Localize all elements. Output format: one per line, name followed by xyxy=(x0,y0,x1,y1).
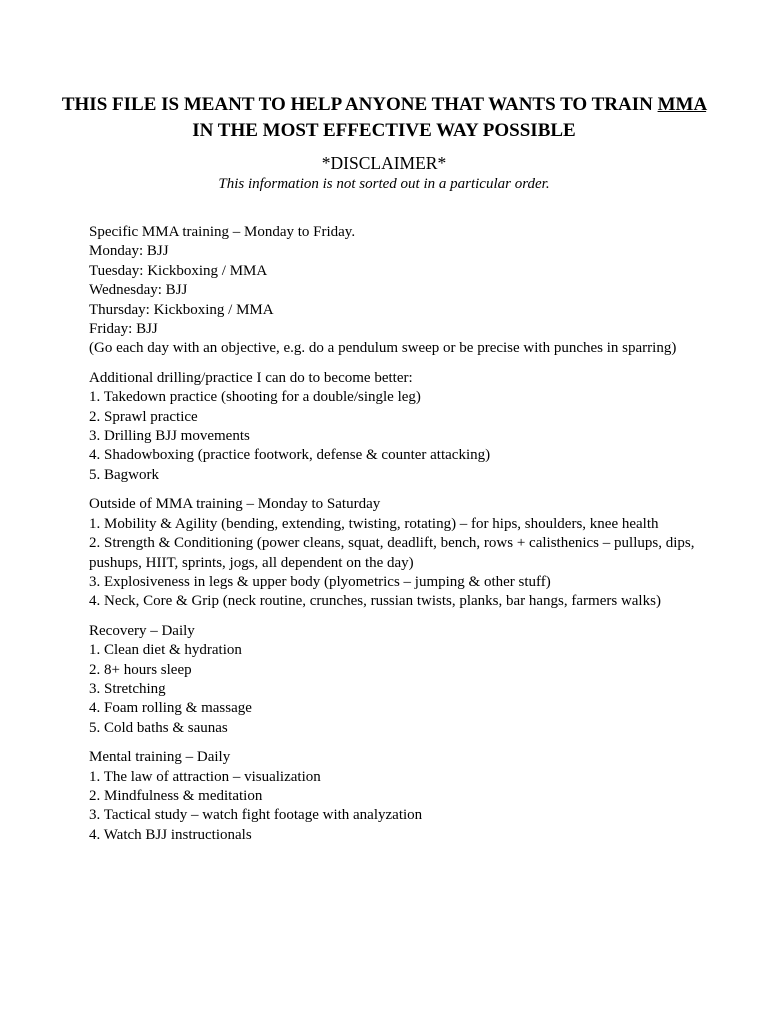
list-item: 2. Strength & Conditioning (power cleans, squat, deadlift, bench, rows + calisthenics – pullups, dips, pushups, HIIT, sprints, jogs, all dependent on the day) xyxy=(89,535,695,571)
list-item: 4. Foam rolling & massage xyxy=(89,700,252,717)
list-item: 1. Mobility & Agility (bending, extending, twisting, rotating) – for hips, shoulders, knee health xyxy=(89,515,659,532)
section-recovery xyxy=(89,622,699,738)
list-item: Tuesday: Kickboxing / MMA xyxy=(89,262,268,279)
list-item: 4. Watch BJJ instructionals xyxy=(89,826,252,843)
list-item: Thursday: Kickboxing / MMA xyxy=(89,301,274,318)
section-heading: Specific MMA training – Monday to Friday. xyxy=(89,224,356,240)
list-item: 4. Shadowboxing (practice footwork, defense & counter attacking) xyxy=(89,447,491,464)
list-item: 2. Mindfulness & meditation xyxy=(89,787,263,804)
section-mental-training xyxy=(89,748,699,845)
list-item: 3. Stretching xyxy=(89,680,166,697)
list-item: 3. Tactical study – watch fight footage with analyzation xyxy=(89,807,423,824)
list-item: 4. Neck, Core & Grip (neck routine, crunches, russian twists, planks, bar hangs, farmers walks) xyxy=(89,593,661,610)
section-heading: Additional drilling/practice I can do to become better: xyxy=(89,369,413,386)
section-heading: Mental training – Daily xyxy=(89,749,231,766)
section-heading: Outside of MMA training – Monday to Saturday xyxy=(89,496,381,513)
section-specific-mma-training xyxy=(89,223,699,359)
title-part-2: IN THE MOST EFFECTIVE WAY POSSIBLE xyxy=(192,120,576,141)
document-body xyxy=(89,223,699,855)
list-item: 5. Bagwork xyxy=(89,466,159,483)
list-item: Monday: BJJ xyxy=(89,243,169,260)
disclaimer-note: This information is not sorted out in a particular order. xyxy=(218,176,550,192)
list-item: (Go each day with an objective, e.g. do a pendulum sweep or be precise with punches in sparring) xyxy=(89,340,677,357)
list-item: 1. Takedown practice (shooting for a double/single leg) xyxy=(89,389,421,406)
section-additional-drilling xyxy=(89,369,699,485)
list-item: 3. Explosiveness in legs & upper body (plyometrics – jumping & other stuff) xyxy=(89,573,551,590)
list-item: 2. Sprawl practice xyxy=(89,408,198,425)
list-item: 1. Clean diet & hydration xyxy=(89,642,242,659)
list-item: Friday: BJJ xyxy=(89,321,158,338)
section-outside-mma-training xyxy=(89,495,699,611)
title-underlined-mma: MMA xyxy=(657,94,707,115)
list-item: 5. Cold baths & saunas xyxy=(89,719,228,736)
list-item: 2. 8+ hours sleep xyxy=(89,661,192,678)
title-part-1: THIS FILE IS MEANT TO HELP ANYONE THAT WANTS TO TRAIN xyxy=(61,94,658,115)
list-item: 3. Drilling BJJ movements xyxy=(89,428,250,445)
section-heading: Recovery – Daily xyxy=(89,622,195,639)
disclaimer-heading: *DISCLAIMER* xyxy=(321,153,447,173)
document-title xyxy=(60,92,708,144)
list-item: Wednesday: BJJ xyxy=(89,282,188,299)
list-item: 1. The law of attraction – visualization xyxy=(89,768,321,785)
